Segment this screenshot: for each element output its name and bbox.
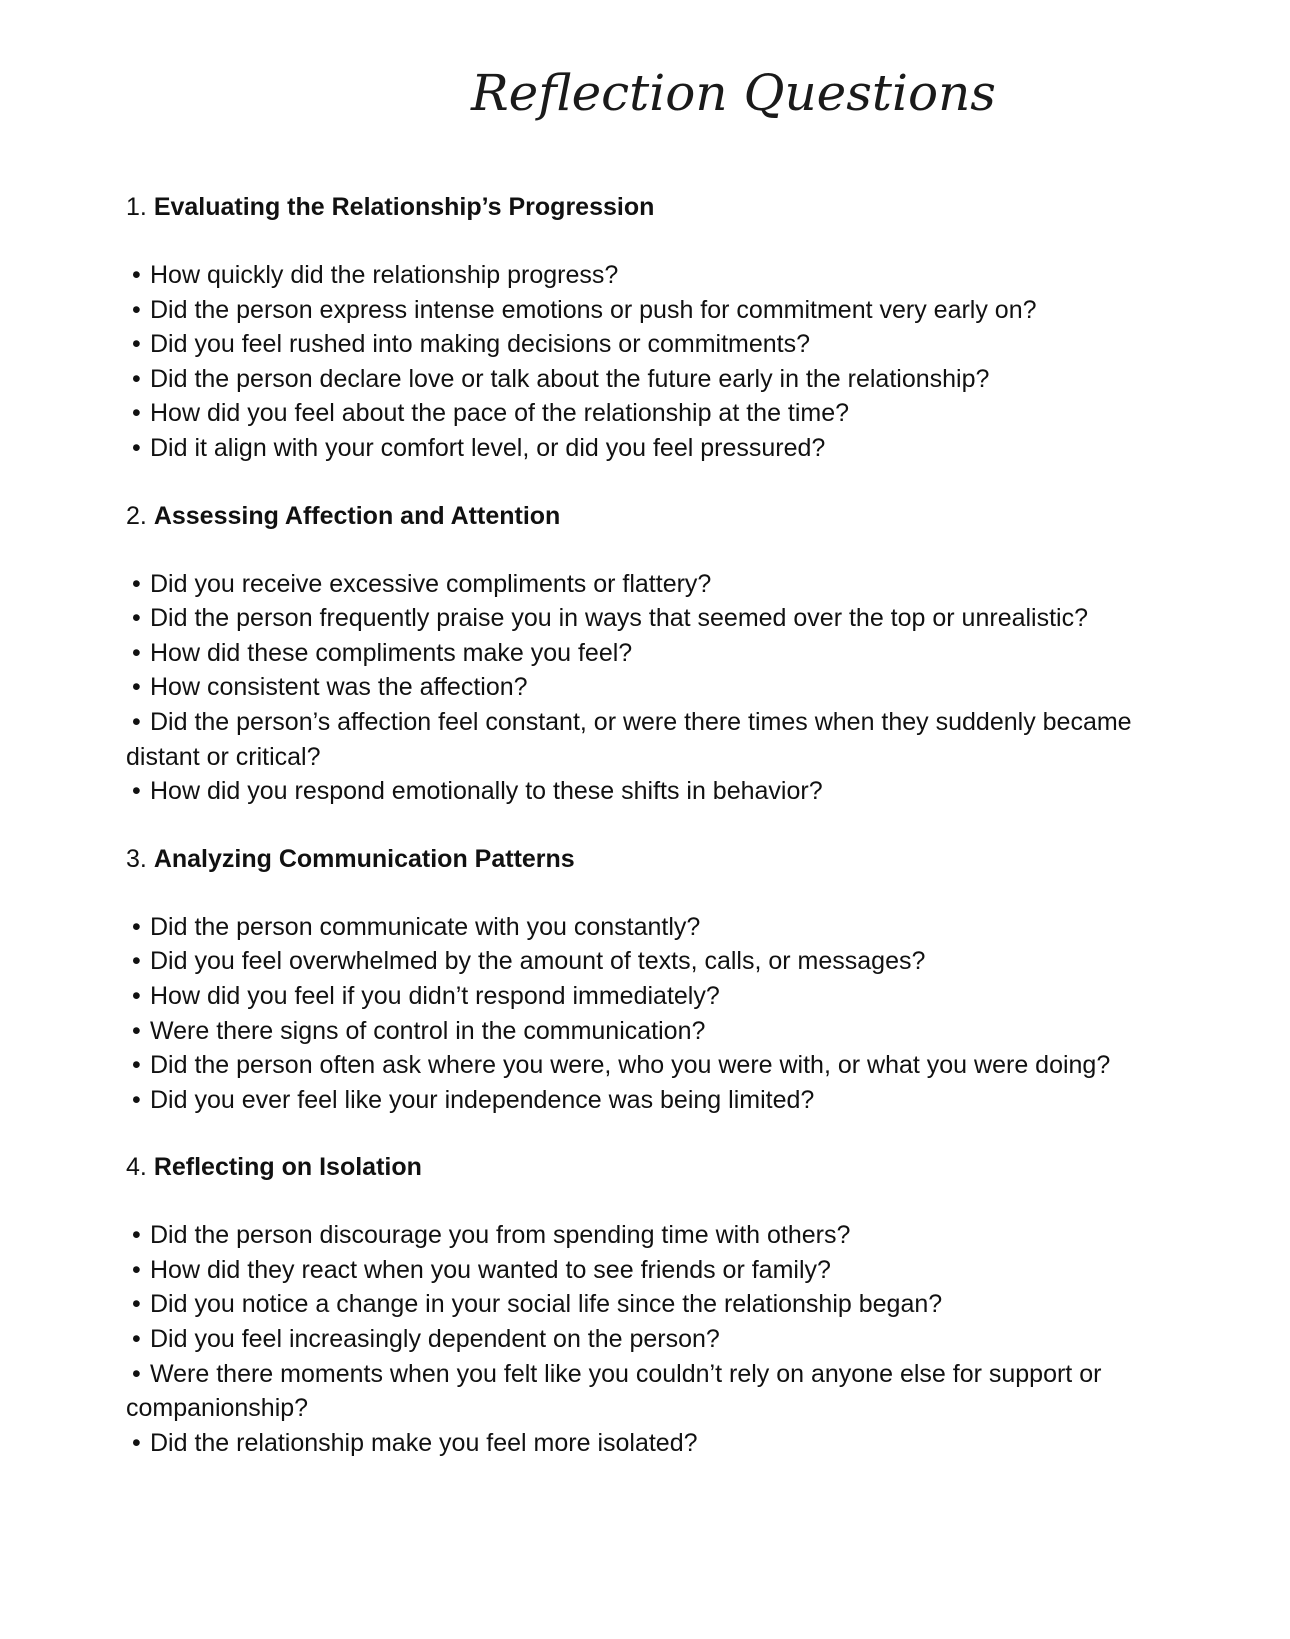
section-number: 3. bbox=[126, 844, 147, 873]
question-item: • Did the person declare love or talk about the future early in the relationship? bbox=[132, 364, 990, 393]
page-title-text: Reflection Questions bbox=[471, 64, 996, 122]
question-item: • Were there signs of control in the communication? bbox=[132, 1016, 706, 1045]
question-item: • Did the relationship make you feel more isolated? bbox=[132, 1428, 698, 1457]
script-title-graphic bbox=[465, 55, 996, 140]
question-sections bbox=[126, 190, 1166, 1493]
section-heading-label: Assessing Affection and Attention bbox=[153, 501, 561, 530]
question-item: • Did you feel increasingly dependent on the person? bbox=[132, 1325, 720, 1354]
section-heading-label: Reflecting on Isolation bbox=[153, 1153, 422, 1182]
question-item: • How did you feel about the pace of the relationship at the time? bbox=[132, 399, 850, 428]
section-heading bbox=[126, 1150, 1166, 1184]
question-item: • Did the person communicate with you constantly? bbox=[132, 912, 701, 941]
question-item: • How did you respond emotionally to these shifts in behavior? bbox=[132, 777, 823, 806]
question-item: • Did the person frequently praise you in ways that seemed over the top or unrealistic? bbox=[132, 604, 1089, 633]
question-item: • Did the person often ask where you were, who you were with, or what you were doing? bbox=[132, 1051, 1111, 1080]
question-item: • Did you feel rushed into making decisions or commitments? bbox=[132, 330, 811, 359]
question-item: • How did they react when you wanted to see friends or family? bbox=[132, 1255, 831, 1284]
section-isolation bbox=[126, 1150, 1166, 1460]
section-heading-label: Analyzing Communication Patterns bbox=[153, 844, 575, 873]
question-list bbox=[126, 258, 1166, 466]
section-heading bbox=[126, 842, 1166, 876]
section-number: 4. bbox=[126, 1153, 147, 1182]
question-item: • How quickly did the relationship progress? bbox=[132, 261, 619, 289]
section-communication bbox=[126, 842, 1166, 1118]
question-item: • Did the person express intense emotions or push for commitment very early on? bbox=[132, 295, 1037, 324]
question-item: • Did the person’s affection feel constant, or were there times when they suddenly became distant or critical? bbox=[126, 707, 1132, 771]
question-item: • How did you feel if you didn’t respond immediately? bbox=[132, 981, 720, 1010]
question-list bbox=[126, 567, 1166, 809]
question-item: • Did you receive excessive compliments or flattery? bbox=[132, 569, 712, 598]
section-affection bbox=[126, 499, 1166, 809]
question-item: • Did you notice a change in your social life since the relationship began? bbox=[132, 1290, 943, 1319]
section-number: 2. bbox=[126, 501, 147, 530]
section-progression bbox=[126, 190, 1166, 466]
question-item: • Did the person discourage you from spending time with others? bbox=[132, 1221, 851, 1250]
question-item: • How consistent was the affection? bbox=[132, 673, 528, 702]
question-item: • Were there moments when you felt like you couldn’t rely on anyone else for support or companionship? bbox=[126, 1359, 1102, 1423]
section-number: 1. bbox=[126, 193, 147, 221]
page-title bbox=[465, 55, 996, 140]
question-list bbox=[126, 1218, 1166, 1460]
section-heading-label: Evaluating the Relationship’s Progression bbox=[153, 193, 655, 221]
question-item: • Did it align with your comfort level, or did you feel pressured? bbox=[132, 433, 826, 462]
question-list bbox=[126, 910, 1166, 1118]
question-item: • How did these compliments make you feel? bbox=[132, 638, 633, 667]
section-heading bbox=[126, 499, 1166, 533]
section-heading bbox=[126, 190, 1166, 224]
question-item: • Did you feel overwhelmed by the amount of texts, calls, or messages? bbox=[132, 947, 926, 976]
question-item: • Did you ever feel like your independence was being limited? bbox=[132, 1085, 815, 1114]
